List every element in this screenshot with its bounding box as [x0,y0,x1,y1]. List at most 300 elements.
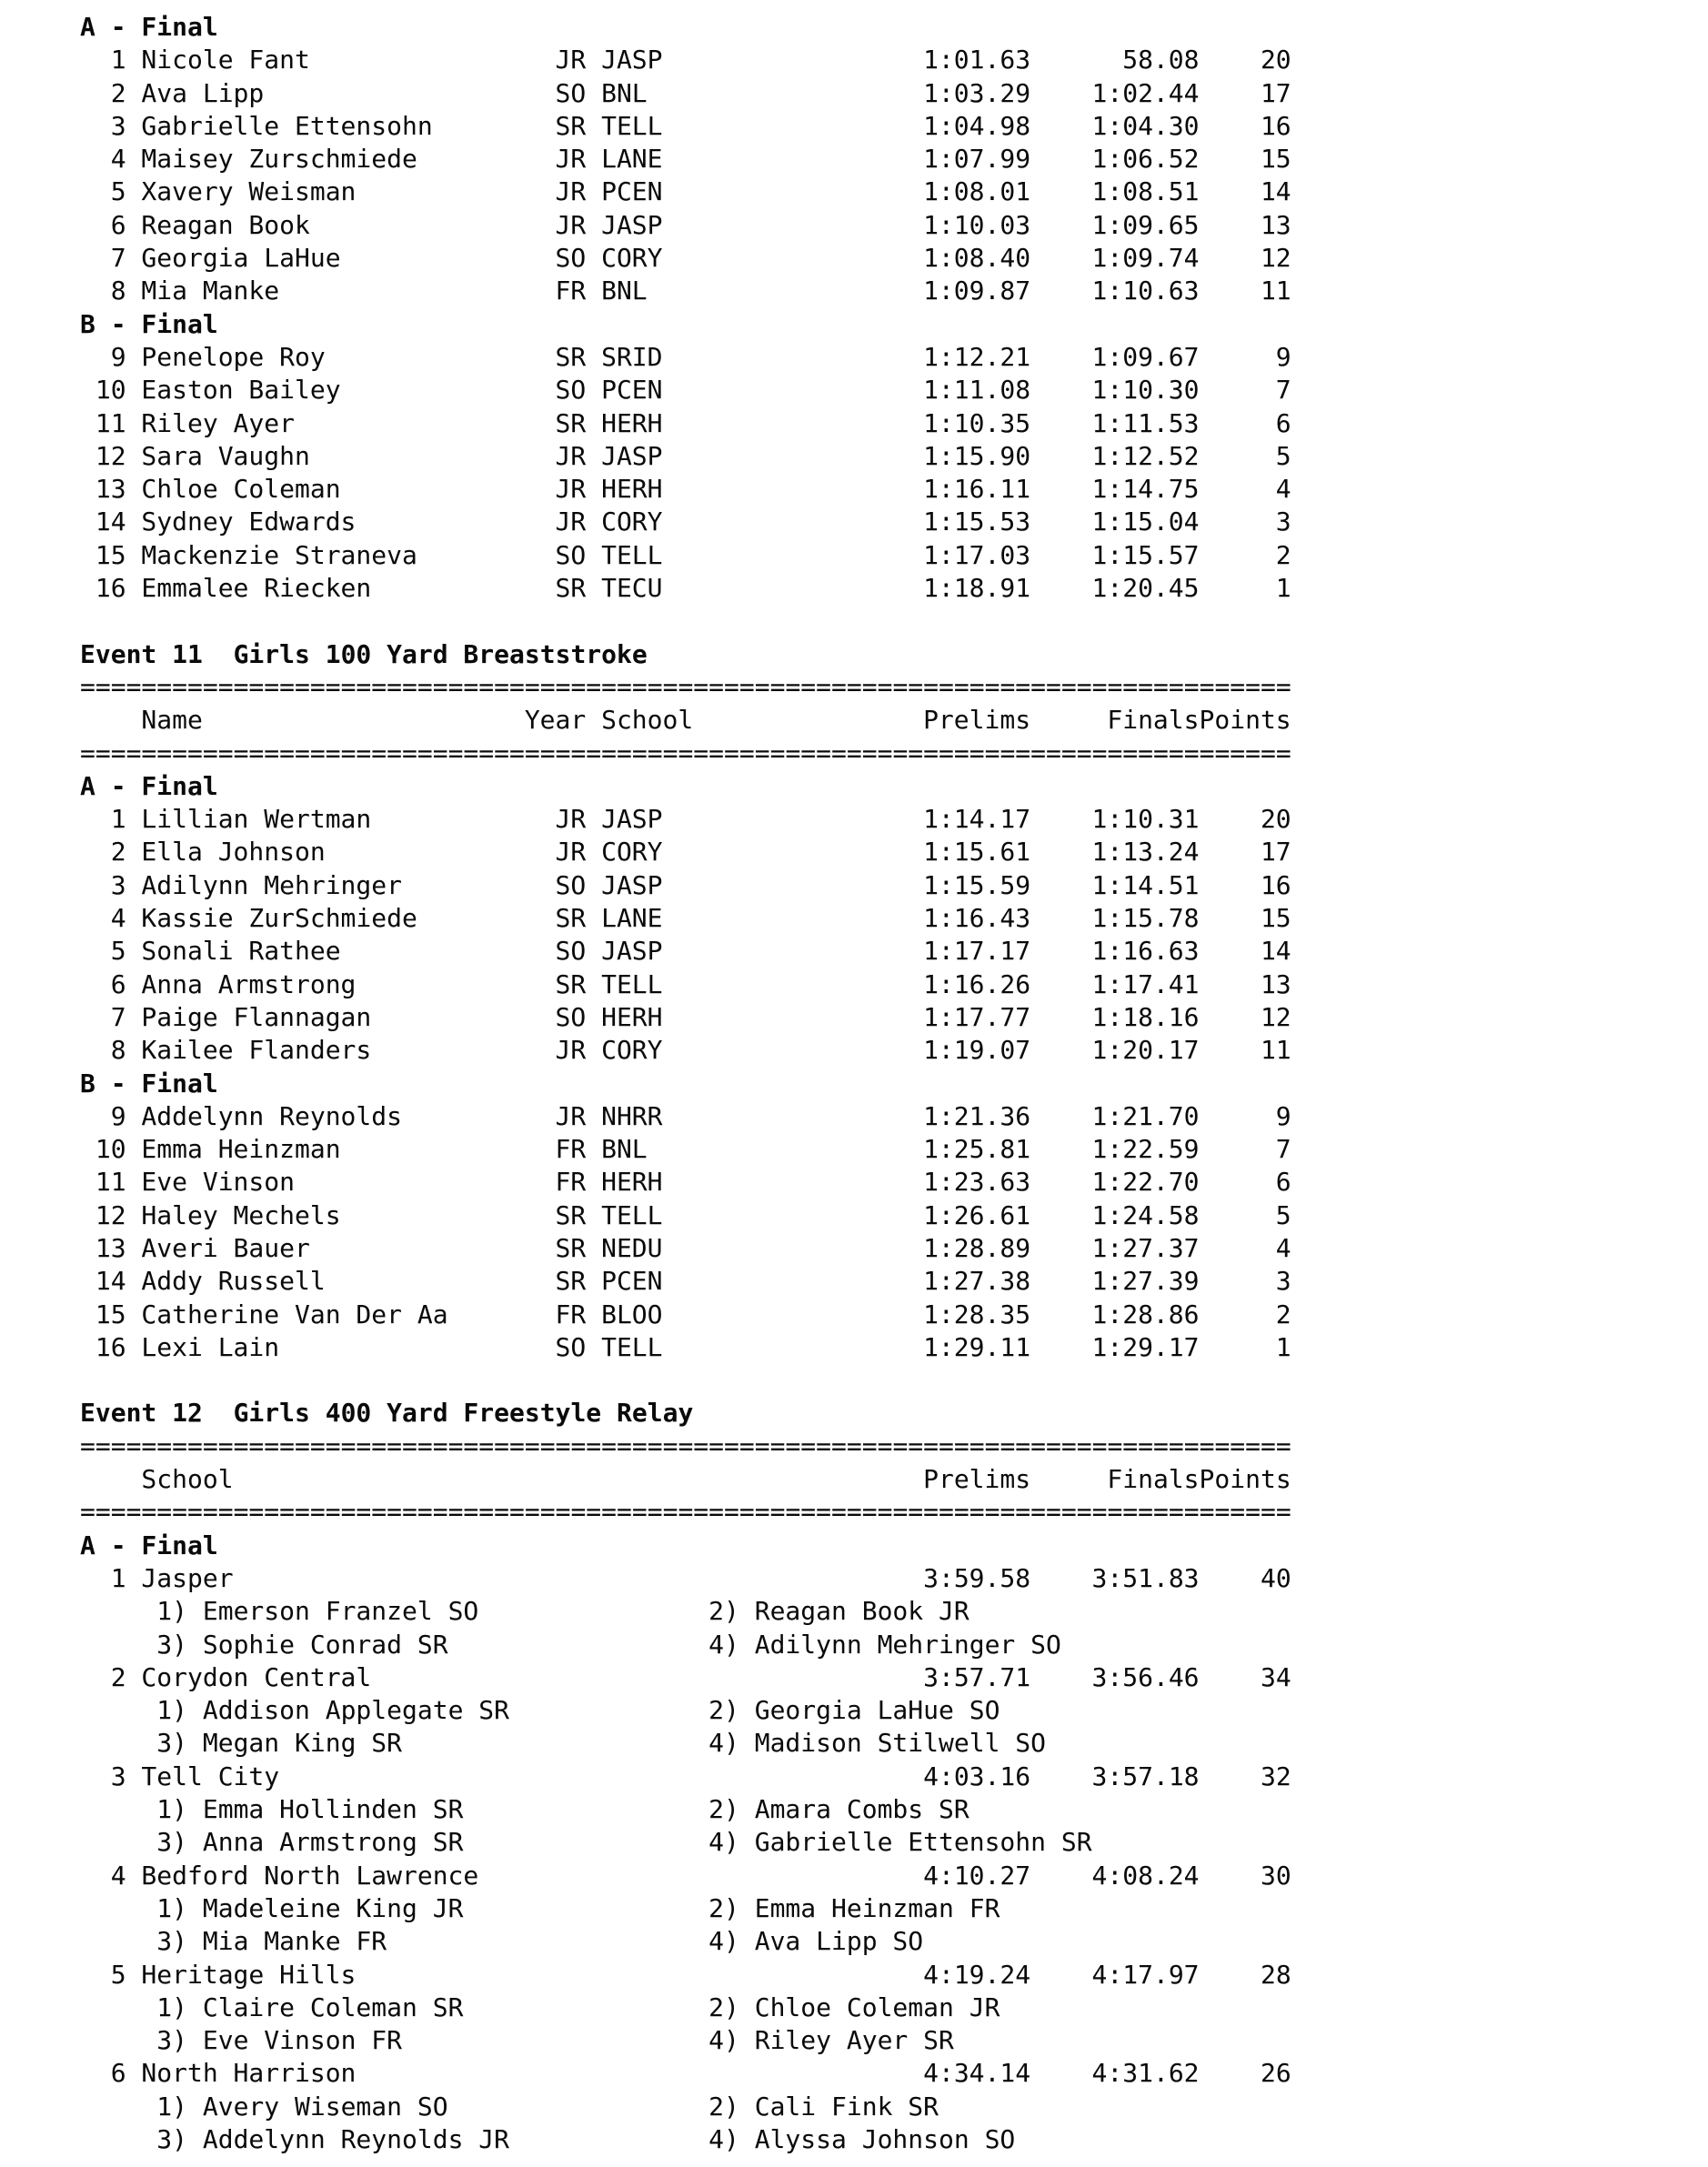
result-row [80,1034,1708,1067]
finals-time: 1:27.37 [1091,1232,1200,1263]
school-code: CORY [601,243,663,274]
swimmer-name: Nicole Fant [141,45,310,75]
class-year: SO [555,375,587,406]
class-year: FR [555,1134,587,1165]
swimmer-name: Averi Bauer [141,1232,310,1263]
finals-time: 1:04.30 [1091,110,1200,141]
relay-leg-swimmer: 3) Megan King SR [156,1728,402,1759]
result-row [80,1232,1708,1265]
result-row [80,902,1708,935]
result-row [80,110,1708,143]
swimmer-name: Lexi Lain [141,1331,280,1362]
class-year: SO [555,539,587,570]
school-code: JASP [601,440,663,471]
prelims-time: 1:21.36 [923,1100,1031,1131]
prelims-time: 1:27.38 [923,1266,1031,1297]
result-row [80,803,1708,836]
points-value: 6 [1275,407,1291,438]
result-row [80,1265,1708,1298]
prelims-time: 1:10.03 [923,209,1031,240]
prelims-time: 1:16.26 [923,968,1031,999]
school-code: CORY [601,837,663,868]
class-year: JR [555,440,587,471]
school-column-label: School [141,1464,234,1495]
result-row [80,440,1708,473]
swimmer-name: Kailee Flanders [141,1035,372,1066]
prelims-time: 1:15.53 [923,507,1031,537]
prelims-time: 1:17.17 [923,936,1031,967]
relay-leg-swimmer: 1) Addison Applegate SR [156,1695,510,1726]
result-row [80,1133,1708,1166]
relay-leg-swimmer: 1) Avery Wiseman SO [156,2091,448,2122]
prelims-time: 1:01.63 [923,45,1031,75]
result-row [80,242,1708,275]
school-code: HERH [601,407,663,438]
class-year: SR [555,407,587,438]
place-number: 4 [110,144,126,175]
place-number: 4 [110,1860,126,1891]
result-row [80,506,1708,538]
prelims-time: 3:59.58 [923,1562,1031,1593]
points-value: 5 [1275,440,1291,471]
class-year: JR [555,176,587,207]
class-year: JR [555,474,587,505]
section-label [80,1068,1708,1100]
points-value: 4 [1275,1232,1291,1263]
result-row [80,968,1708,1001]
points-value: 13 [1260,968,1291,999]
finals-time: 1:28.86 [1091,1299,1200,1329]
place-number: 12 [95,1199,126,1230]
school-code: TELL [601,539,663,570]
prelims-time: 1:25.81 [923,1134,1031,1165]
relay-leg-swimmer: 1) Claire Coleman SR [156,1991,464,2022]
relay-result-row [80,2057,1708,2090]
swimmer-name: Mia Manke [141,276,280,306]
relay-legs-row [80,2091,1708,2123]
finals-time: 1:15.04 [1091,507,1200,537]
team-name: Corydon Central [141,1661,372,1692]
finals-time: 1:02.44 [1091,77,1200,108]
finals-time: 4:17.97 [1091,1959,1200,1990]
relay-leg-swimmer: 2) Chloe Coleman JR [708,1991,1000,2022]
class-year: FR [555,276,587,306]
place-number: 5 [110,936,126,967]
finals-time: 1:10.30 [1091,375,1200,406]
school-code: BLOO [601,1299,663,1329]
swimmer-name: Eve Vinson [141,1167,295,1198]
result-row [80,374,1708,406]
class-year: SO [555,1001,587,1032]
result-row [80,539,1708,572]
school-code: LANE [601,903,663,934]
relay-leg-swimmer: 4) Adilynn Mehringer SO [708,1629,1061,1660]
place-number: 7 [110,243,126,274]
points-value: 2 [1275,539,1291,570]
class-year: SR [555,1199,587,1230]
prelims-time: 1:15.59 [923,869,1031,900]
school-code: JASP [601,209,663,240]
points-value: 15 [1260,903,1291,934]
place-number: 14 [95,507,126,537]
finals-time: 1:18.16 [1091,1001,1200,1032]
relay-leg-swimmer: 3) Eve Vinson FR [156,2025,402,2056]
result-row [80,1100,1708,1133]
team-name: North Harrison [141,2058,357,2089]
finals-time: 1:10.63 [1091,276,1200,306]
event-title-text: Event 11 Girls 100 Yard Breaststroke [80,638,648,669]
relay-leg-swimmer: 4) Ava Lipp SO [708,1926,924,1957]
prelims-time: 1:18.91 [923,573,1031,604]
points-value: 13 [1260,209,1291,240]
finals-time: 3:57.18 [1091,1761,1200,1791]
separator [80,737,1708,770]
place-number: 15 [95,539,126,570]
result-row [80,275,1708,307]
prelims-column-label: Prelims [923,1464,1031,1495]
school-code: TELL [601,968,663,999]
class-year: JR [555,1035,587,1066]
prelims-time: 1:29.11 [923,1331,1031,1362]
swimmer-name: Sara Vaughn [141,440,310,471]
place-number: 1 [110,804,126,835]
prelims-time: 1:15.61 [923,837,1031,868]
relay-leg-swimmer: 2) Georgia LaHue SO [708,1695,1000,1726]
swimmer-name: Emmalee Riecken [141,573,372,604]
prelims-column-label: Prelims [923,705,1031,736]
points-value: 17 [1260,837,1291,868]
prelims-time: 4:03.16 [923,1761,1031,1791]
year-column-label: Year [524,705,587,736]
result-row [80,1299,1708,1331]
prelims-time: 1:17.77 [923,1001,1031,1032]
prelims-time: 1:10.35 [923,407,1031,438]
place-number: 3 [110,869,126,900]
prelims-time: 4:10.27 [923,1860,1031,1891]
result-row [80,935,1708,968]
finals-time: 1:20.45 [1091,573,1200,604]
result-row [80,836,1708,868]
section-label [80,308,1708,341]
school-code: BNL [601,276,648,306]
place-number: 9 [110,1100,126,1131]
relay-leg-swimmer: 2) Emma Heinzman FR [708,1892,1000,1923]
points-column-label: Points [1199,1464,1291,1495]
school-code: CORY [601,507,663,537]
team-name: Jasper [141,1562,234,1593]
name-column-label: Name [141,705,203,736]
school-code: TELL [601,1199,663,1230]
blank-line [80,1364,1708,1397]
relay-legs-row [80,2123,1708,2156]
relay-legs-row [80,1892,1708,1925]
finals-time: 1:11.53 [1091,407,1200,438]
swimmer-name: Chloe Coleman [141,474,341,505]
prelims-time: 3:57.71 [923,1661,1031,1692]
points-value: 20 [1260,804,1291,835]
school-code: PCEN [601,1266,663,1297]
class-year: SO [555,77,587,108]
team-name: Heritage Hills [141,1959,357,1990]
points-value: 14 [1260,176,1291,207]
school-code: TELL [601,110,663,141]
place-number: 2 [110,1661,126,1692]
relay-leg-swimmer: 1) Emerson Franzel SO [156,1596,479,1627]
place-number: 1 [110,1562,126,1593]
prelims-time: 1:28.89 [923,1232,1031,1263]
section-label [80,1530,1708,1562]
relay-legs-row [80,1727,1708,1760]
separator-text: =============================================================================== [80,737,1291,768]
place-number: 11 [95,407,126,438]
points-value: 20 [1260,45,1291,75]
finals-time: 1:08.51 [1091,176,1200,207]
place-number: 11 [95,1167,126,1198]
points-value: 17 [1260,77,1291,108]
place-number: 13 [95,1232,126,1263]
relay-leg-swimmer: 3) Mia Manke FR [156,1926,387,1957]
school-code: PCEN [601,176,663,207]
finals-time: 1:14.51 [1091,869,1200,900]
relay-leg-swimmer: 3) Addelynn Reynolds JR [156,2124,510,2154]
finals-time: 1:22.59 [1091,1134,1200,1165]
prelims-time: 1:03.29 [923,77,1031,108]
swimmer-name: Addy Russell [141,1266,326,1297]
relay-leg-swimmer: 3) Anna Armstrong SR [156,1827,464,1858]
points-value: 30 [1260,1860,1291,1891]
relay-result-row [80,1860,1708,1892]
finals-time: 1:20.17 [1091,1035,1200,1066]
swimmer-name: Easton Bailey [141,375,341,406]
school-code: PCEN [601,375,663,406]
swimmer-name: Lillian Wertman [141,804,372,835]
prelims-time: 1:17.03 [923,539,1031,570]
swimmer-name: Catherine Van Der Aa [141,1299,448,1329]
relay-legs-row [80,2024,1708,2057]
finals-column-label: Finals [1107,1464,1200,1495]
event-0 [80,11,1708,605]
swimmer-name: Maisey Zurschmiede [141,144,417,175]
class-year: JR [555,507,587,537]
finals-time: 1:06.52 [1091,144,1200,175]
swimmer-name: Emma Heinzman [141,1134,341,1165]
place-number: 5 [110,176,126,207]
place-number: 3 [110,110,126,141]
relay-result-row [80,1959,1708,1991]
prelims-time: 1:14.17 [923,804,1031,835]
school-code: BNL [601,1134,648,1165]
place-number: 4 [110,903,126,934]
finals-time: 1:29.17 [1091,1331,1200,1362]
finals-time: 1:27.39 [1091,1266,1200,1297]
section-label-text: A - Final [80,1530,218,1560]
section-label-text: A - Final [80,770,218,801]
swimmer-name: Riley Ayer [141,407,295,438]
relay-legs-row [80,1991,1708,2024]
separator [80,1430,1708,1463]
place-number: 13 [95,474,126,505]
points-value: 9 [1275,1100,1291,1131]
school-code: TECU [601,573,663,604]
finals-time: 1:15.78 [1091,903,1200,934]
points-value: 7 [1275,1134,1291,1165]
class-year: JR [555,209,587,240]
points-value: 6 [1275,1167,1291,1198]
swimmer-name: Sonali Rathee [141,936,341,967]
class-year: SR [555,903,587,934]
result-row [80,1331,1708,1364]
finals-time: 1:12.52 [1091,440,1200,471]
finals-time: 1:13.24 [1091,837,1200,868]
prelims-time: 1:19.07 [923,1035,1031,1066]
relay-leg-swimmer: 1) Madeleine King JR [156,1892,464,1923]
relay-leg-swimmer: 2) Cali Fink SR [708,2091,939,2122]
finals-time: 1:15.57 [1091,539,1200,570]
school-code: NHRR [601,1100,663,1131]
class-year: JR [555,1100,587,1131]
separator-text: =============================================================================== [80,1430,1291,1461]
finals-time: 1:09.67 [1091,341,1200,372]
points-value: 4 [1275,474,1291,505]
points-value: 16 [1260,110,1291,141]
place-number: 3 [110,1761,126,1791]
place-number: 14 [95,1266,126,1297]
swimmer-name: Ava Lipp [141,77,265,108]
points-value: 15 [1260,144,1291,175]
points-value: 9 [1275,341,1291,372]
school-code: HERH [601,1001,663,1032]
prelims-time: 1:08.40 [923,243,1031,274]
relay-leg-swimmer: 3) Sophie Conrad SR [156,1629,448,1660]
school-column-label: School [601,705,694,736]
swimmer-name: Haley Mechels [141,1199,341,1230]
class-year: SO [555,1331,587,1362]
result-row [80,44,1708,76]
place-number: 16 [95,573,126,604]
place-number: 5 [110,1959,126,1990]
points-value: 40 [1260,1562,1291,1593]
finals-time: 1:09.74 [1091,243,1200,274]
result-row [80,572,1708,605]
finals-time: 58.08 [1122,45,1200,75]
class-year: SO [555,243,587,274]
points-value: 34 [1260,1661,1291,1692]
relay-legs-row [80,1793,1708,1826]
points-value: 11 [1260,1035,1291,1066]
column-header [80,1463,1708,1496]
swimmer-name: Anna Armstrong [141,968,357,999]
prelims-time: 1:16.43 [923,903,1031,934]
swimmer-name: Reagan Book [141,209,310,240]
relay-legs-row [80,1826,1708,1859]
prelims-time: 1:23.63 [923,1167,1031,1198]
separator-text: =============================================================================== [80,671,1291,702]
prelims-time: 1:12.21 [923,341,1031,372]
separator-text: =============================================================================== [80,1497,1291,1528]
result-row [80,77,1708,110]
prelims-time: 1:04.98 [923,110,1031,141]
event-title [80,638,1708,671]
points-value: 11 [1260,276,1291,306]
finals-time: 4:31.62 [1091,2058,1200,2089]
school-code: CORY [601,1035,663,1066]
school-code: HERH [601,1167,663,1198]
class-year: SO [555,936,587,967]
swimmer-name: Xavery Weisman [141,176,357,207]
section-label [80,770,1708,803]
result-row [80,341,1708,374]
class-year: SR [555,573,587,604]
section-label-text: B - Final [80,1068,218,1099]
prelims-time: 1:08.01 [923,176,1031,207]
finals-time: 1:14.75 [1091,474,1200,505]
prelims-time: 1:28.35 [923,1299,1031,1329]
school-code: JASP [601,936,663,967]
blank-line [80,605,1708,637]
team-name: Tell City [141,1761,280,1791]
result-row [80,209,1708,242]
points-column-label: Points [1199,705,1291,736]
finals-time: 4:08.24 [1091,1860,1200,1891]
section-label [80,11,1708,44]
place-number: 9 [110,341,126,372]
place-number: 10 [95,1134,126,1165]
class-year: SR [555,341,587,372]
school-code: SRID [601,341,663,372]
points-value: 2 [1275,1299,1291,1329]
finals-time: 3:56.46 [1091,1661,1200,1692]
place-number: 15 [95,1299,126,1329]
class-year: SR [555,110,587,141]
place-number: 2 [110,77,126,108]
points-value: 16 [1260,869,1291,900]
points-value: 32 [1260,1761,1291,1791]
class-year: FR [555,1299,587,1329]
swimmer-name: Gabrielle Ettensohn [141,110,433,141]
points-value: 12 [1260,243,1291,274]
finals-time: 3:51.83 [1091,1562,1200,1593]
points-value: 26 [1260,2058,1291,2089]
swimmer-name: Addelynn Reynolds [141,1100,402,1131]
relay-result-row [80,1661,1708,1694]
relay-leg-swimmer: 4) Alyssa Johnson SO [708,2124,1016,2154]
finals-time: 1:24.58 [1091,1199,1200,1230]
swimmer-name: Ella Johnson [141,837,326,868]
class-year: JR [555,837,587,868]
swimmer-name: Kassie ZurSchmiede [141,903,417,934]
school-code: NEDU [601,1232,663,1263]
event-1 [80,605,1708,1364]
result-row [80,407,1708,440]
relay-legs-row [80,1925,1708,1958]
class-year: FR [555,1167,587,1198]
section-label-text: B - Final [80,308,218,339]
class-year: JR [555,804,587,835]
prelims-time: 1:16.11 [923,474,1031,505]
place-number: 6 [110,2058,126,2089]
school-code: JASP [601,45,663,75]
prelims-time: 4:34.14 [923,2058,1031,2089]
points-value: 1 [1275,1331,1291,1362]
school-code: LANE [601,144,663,175]
prelims-time: 1:07.99 [923,144,1031,175]
points-value: 28 [1260,1959,1291,1990]
place-number: 1 [110,45,126,75]
points-value: 5 [1275,1199,1291,1230]
relay-leg-swimmer: 2) Reagan Book JR [708,1596,970,1627]
place-number: 16 [95,1331,126,1362]
swimmer-name: Penelope Roy [141,341,326,372]
